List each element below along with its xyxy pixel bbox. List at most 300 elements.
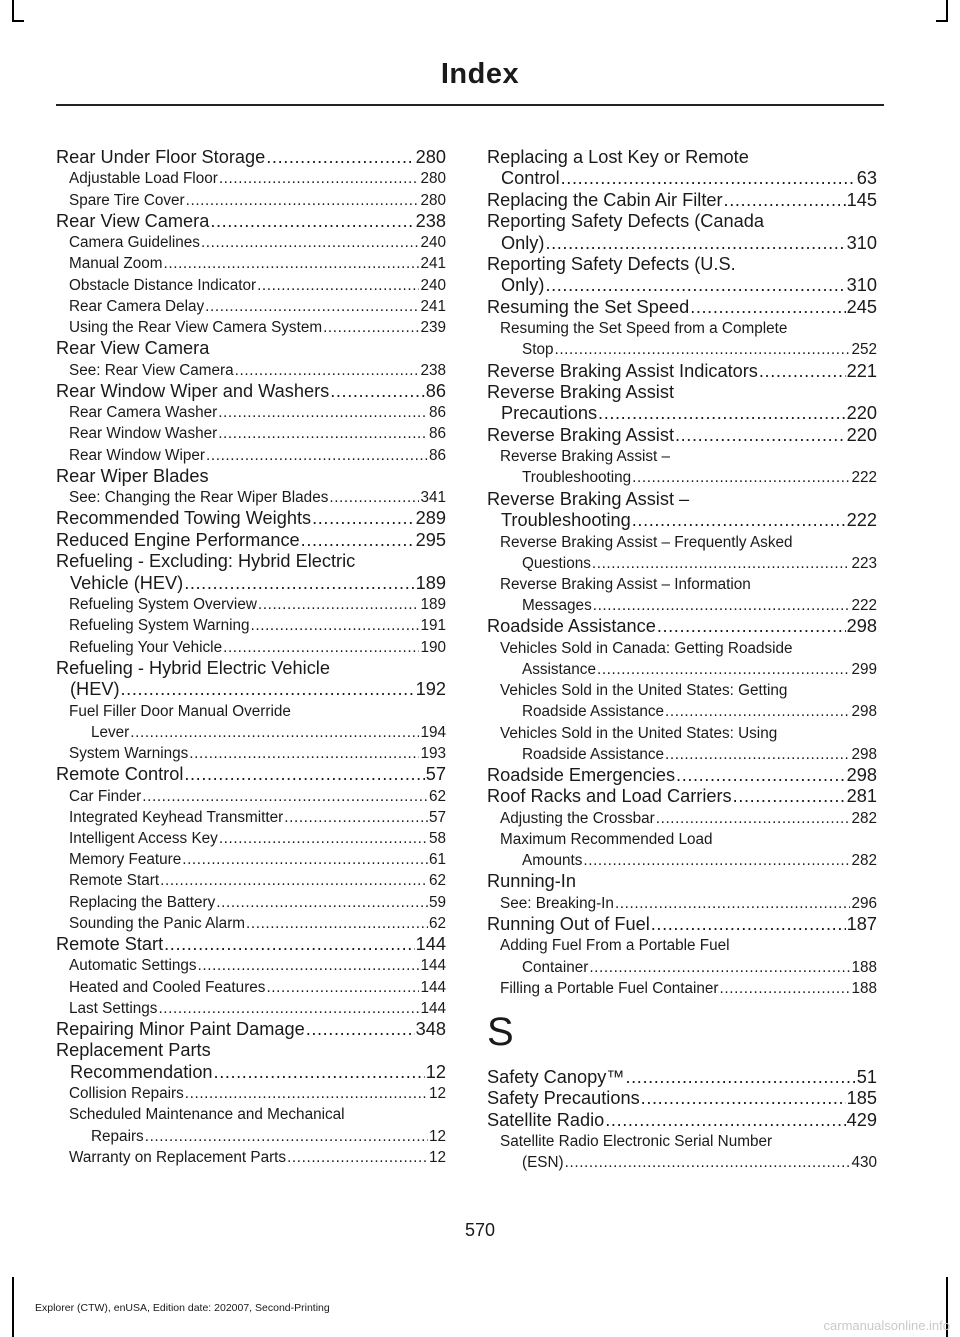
index-line [56, 211, 446, 232]
entry-text: Obstacle Distance Indicator [69, 276, 257, 294]
page-ref: 57 [428, 808, 446, 826]
index-subentry [56, 1147, 446, 1168]
index-line [69, 594, 446, 615]
index-subentry [56, 849, 446, 870]
entry-continuation [56, 573, 446, 594]
index-line [56, 530, 446, 551]
entry-text: Collision Repairs [69, 1085, 184, 1103]
page-ref: 310 [846, 232, 877, 253]
index-entry [56, 147, 446, 168]
index-line [500, 808, 877, 829]
entry-text: Sounding the Panic Alarm [69, 914, 246, 932]
index-line [69, 977, 446, 998]
page-ref: 57 [425, 764, 446, 785]
index-subentry [56, 913, 446, 934]
page-ref: 280 [420, 170, 446, 188]
index-line [487, 765, 877, 786]
page-ref: 144 [420, 957, 446, 975]
page-ref: 51 [856, 1066, 877, 1087]
index-line [69, 360, 446, 381]
page-ref: 86 [425, 380, 446, 401]
index-line [69, 445, 446, 466]
index-entry [487, 254, 877, 297]
index-subentry [487, 808, 877, 829]
footer-edition-text: Explorer (CTW), enUSA, Edition date: 202007, Second-Printing [35, 1302, 330, 1314]
dot-leader [201, 232, 420, 253]
entry-text: Roadside Emergencies [487, 764, 676, 785]
index-entry [487, 1088, 877, 1109]
index-line [69, 743, 446, 764]
index-line [69, 615, 446, 636]
page-ref: 222 [851, 469, 877, 487]
dot-leader [306, 1019, 415, 1040]
index-line [500, 595, 877, 616]
entry-continuation [69, 722, 446, 743]
index-line [487, 914, 877, 935]
entry-text: Only) [501, 275, 545, 296]
page-ref: 86 [428, 446, 446, 464]
page-ref: 430 [851, 1154, 877, 1172]
index-line [500, 532, 877, 553]
index-line [69, 168, 446, 189]
page-ref: 144 [420, 999, 446, 1017]
index-line [487, 1088, 877, 1109]
index-line [69, 1126, 446, 1147]
index-line [487, 190, 877, 211]
entry-text: Refueling System Warning [69, 617, 250, 635]
page-ref: 281 [846, 786, 877, 807]
index-entry [487, 425, 877, 446]
dot-leader [597, 659, 851, 680]
dot-leader [287, 1147, 428, 1168]
index-line [487, 211, 877, 232]
entry-text: Messages [522, 597, 592, 615]
index-subentry [56, 828, 446, 849]
dot-leader [142, 786, 428, 807]
index-subentry [487, 1131, 877, 1173]
page-ref: 62 [428, 914, 446, 932]
dot-leader [759, 361, 846, 382]
index-line [487, 254, 877, 275]
index-entry [56, 211, 446, 232]
index-entry [56, 551, 446, 594]
dot-leader [690, 297, 845, 318]
index-line [56, 551, 446, 572]
page-ref: 298 [846, 764, 877, 785]
entry-text: Reverse Braking Assist – Information [500, 575, 751, 593]
dot-leader [257, 275, 419, 296]
index-line [487, 297, 877, 318]
index-line [500, 680, 877, 701]
page-ref: 298 [851, 745, 877, 763]
index-line [487, 382, 877, 403]
dot-leader [160, 870, 428, 891]
page-ref: 280 [415, 147, 446, 167]
page-ref: 190 [420, 638, 446, 656]
dot-leader [615, 893, 851, 914]
page-ref: 220 [846, 424, 877, 445]
index-line [56, 381, 446, 402]
index-subentry [487, 318, 877, 360]
index-line [69, 317, 446, 338]
index-line [487, 510, 877, 531]
page-ref: 188 [851, 958, 877, 976]
index-line [500, 574, 877, 595]
index-line [500, 829, 877, 850]
dot-leader [657, 616, 846, 637]
page-ref: 299 [851, 660, 877, 678]
entry-text: Amounts [522, 852, 583, 870]
index-subentry [56, 317, 446, 338]
index-subentry [487, 446, 877, 488]
entry-text: Vehicle (HEV) [70, 572, 184, 593]
index-subentry [56, 786, 446, 807]
index-subentry [487, 532, 877, 574]
index-entry [56, 530, 446, 551]
index-subentry [56, 594, 446, 615]
entry-text: Rear Camera Washer [69, 404, 218, 422]
entry-text: Warranty on Replacement Parts [69, 1148, 287, 1166]
entry-continuation [487, 168, 877, 189]
dot-leader [626, 1067, 856, 1088]
dot-leader [561, 168, 856, 189]
index-subentry [56, 445, 446, 466]
index-line [69, 722, 446, 743]
entry-text: Using the Rear View Camera System [69, 319, 323, 337]
index-line [69, 402, 446, 423]
index-line [69, 998, 446, 1019]
index-line [500, 553, 877, 574]
index-subentry [56, 423, 446, 444]
page-ref: 194 [420, 723, 446, 741]
index-line [56, 1040, 446, 1061]
page-ref: 189 [420, 596, 446, 614]
dot-leader [266, 147, 414, 168]
index-entry [487, 871, 877, 892]
page-ref: 295 [415, 529, 446, 550]
index-entry [56, 508, 446, 529]
entry-text: Heated and Cooled Features [69, 978, 266, 996]
index-line [69, 275, 446, 296]
entry-text: Assistance [522, 660, 596, 678]
page-ref: 241 [420, 297, 446, 315]
dot-leader [164, 934, 414, 955]
dot-leader [205, 296, 419, 317]
page-ref: 241 [420, 255, 446, 273]
entry-text: Reverse Braking Assist [487, 382, 674, 403]
index-line [69, 870, 446, 891]
dot-leader [223, 637, 419, 658]
entry-text: Filling a Portable Fuel Container [500, 979, 719, 997]
page-ref: 289 [415, 508, 446, 529]
entry-text: Rear Window Wiper and Washers [56, 380, 330, 401]
index-entry [56, 1019, 446, 1040]
dot-leader [675, 425, 846, 446]
index-line [56, 934, 446, 955]
index-line [69, 487, 446, 508]
page-ref: 220 [846, 403, 877, 424]
entry-text: Rear Window Washer [69, 425, 218, 443]
index-entry [487, 765, 877, 786]
dot-leader [121, 679, 415, 700]
index-line [69, 786, 446, 807]
index-subentry [56, 637, 446, 658]
dot-leader [284, 807, 428, 828]
index-line [56, 466, 446, 487]
entry-text: Reverse Braking Assist Indicators [487, 360, 758, 381]
page-ref: 12 [428, 1127, 446, 1145]
page-ref: 222 [846, 510, 877, 531]
dot-leader [676, 765, 846, 786]
index-line [487, 1110, 877, 1131]
index-subentry [56, 275, 446, 296]
index-line [500, 467, 877, 488]
entry-continuation [500, 595, 877, 616]
page-ref: 252 [851, 341, 877, 359]
entry-text: Running-In [487, 871, 576, 892]
dot-leader [235, 360, 420, 381]
index-line [500, 957, 877, 978]
entry-text: Repairing Minor Paint Damage [56, 1018, 305, 1039]
dot-leader [186, 190, 420, 211]
index-subentry [56, 892, 446, 913]
entry-text: Refueling - Excluding: Hybrid Electric [56, 551, 356, 572]
dot-leader [312, 508, 415, 529]
entry-text: Only) [501, 232, 545, 253]
index-line [69, 253, 446, 274]
dot-leader [733, 786, 846, 807]
entry-text: Satellite Radio [487, 1109, 605, 1130]
index-entry [56, 338, 446, 359]
entry-text: (ESN) [522, 1154, 564, 1172]
index-line [69, 1083, 446, 1104]
index-subentry [487, 829, 877, 871]
dot-leader [665, 701, 850, 722]
dot-leader [651, 914, 846, 935]
index-line [500, 339, 877, 360]
index-entry [487, 1067, 877, 1088]
entry-text: Last Settings [69, 999, 158, 1017]
section-letter: S [487, 1009, 514, 1054]
entry-text: Troubleshooting [522, 469, 632, 487]
page-ref: 282 [851, 809, 877, 827]
index-entry [487, 190, 877, 211]
index-line [69, 701, 446, 722]
index-entry [487, 297, 877, 318]
dot-leader [329, 487, 419, 508]
page-ref: 240 [420, 276, 446, 294]
entry-continuation [500, 659, 877, 680]
entry-text: Adding Fuel From a Portable Fuel [500, 937, 730, 955]
dot-leader [246, 913, 428, 934]
index-subentry [56, 615, 446, 636]
entry-text: See: Breaking-In [500, 894, 614, 912]
index-line [69, 190, 446, 211]
index-subentry [56, 977, 446, 998]
index-line [56, 508, 446, 529]
dot-leader [656, 808, 851, 829]
index-line [500, 1152, 877, 1173]
index-subentry [56, 296, 446, 317]
entry-text: Remote Start [69, 872, 160, 890]
dot-leader [545, 233, 845, 254]
index-line [56, 1019, 446, 1040]
index-line [56, 573, 446, 594]
index-line [56, 338, 446, 359]
entry-text: Replacing the Cabin Air Filter [487, 189, 723, 210]
entry-text: Vehicles Sold in the United States: Getting [500, 682, 788, 700]
index-entry [487, 211, 877, 254]
entry-text: Replacement Parts [56, 1040, 211, 1061]
entry-text: Refueling System Overview [69, 596, 257, 614]
dot-leader [145, 1126, 428, 1147]
page-ref: 240 [420, 234, 446, 252]
entry-text: Stop [522, 341, 554, 359]
index-line [487, 1067, 877, 1088]
dot-leader [632, 467, 850, 488]
index-line [487, 489, 877, 510]
index-line [56, 147, 446, 168]
page-ref: 298 [851, 703, 877, 721]
entry-text: Roadside Assistance [487, 616, 656, 637]
index-subentry [487, 574, 877, 616]
entry-text: Precautions [501, 403, 598, 424]
page-ref: 12 [428, 1085, 446, 1103]
index-line [487, 871, 877, 892]
dot-leader [266, 977, 419, 998]
entry-text: Rear Under Floor Storage [56, 147, 266, 167]
page-ref: 61 [428, 851, 446, 869]
entry-continuation [500, 339, 877, 360]
entry-continuation [500, 850, 877, 871]
entry-text: Troubleshooting [501, 510, 631, 531]
entry-continuation [56, 679, 446, 700]
entry-text: Roof Racks and Load Carriers [487, 786, 732, 807]
index-entry [487, 616, 877, 637]
index-subentry [56, 807, 446, 828]
entry-text: Camera Guidelines [69, 234, 200, 252]
entry-text: Reverse Braking Assist – [500, 448, 671, 466]
entry-text: Adjustable Load Floor [69, 170, 218, 188]
index-line [56, 764, 446, 785]
entry-text: Replacing the Battery [69, 893, 216, 911]
index-entry [487, 1110, 877, 1131]
index-subentry [56, 1083, 446, 1104]
index-subentry [56, 168, 446, 189]
dot-leader [258, 594, 420, 615]
page-ref: 59 [428, 893, 446, 911]
dot-leader [219, 168, 420, 189]
index-subentry [56, 232, 446, 253]
index-subentry [56, 1104, 446, 1146]
dot-leader [218, 402, 428, 423]
index-line [487, 233, 877, 254]
entry-continuation [500, 553, 877, 574]
index-line [69, 828, 446, 849]
entry-text: Refueling Your Vehicle [69, 638, 223, 656]
entry-text: Control [501, 168, 560, 189]
dot-leader [182, 849, 428, 870]
index-entry [487, 147, 877, 190]
index-line [500, 659, 877, 680]
index-line [500, 850, 877, 871]
index-line [500, 744, 877, 765]
crop-mark [936, 20, 948, 22]
index-subentry [487, 935, 877, 977]
index-line [500, 978, 877, 999]
index-column-left [56, 147, 446, 1168]
entry-text: Refueling - Hybrid Electric Vehicle [56, 657, 330, 678]
page-ref: 145 [846, 189, 877, 210]
entry-text: Maximum Recommended Load [500, 830, 713, 848]
entry-text: Resuming the Set Speed from a Complete [500, 320, 788, 338]
dot-leader [184, 764, 424, 785]
entry-text: See: Rear View Camera [69, 361, 234, 379]
entry-continuation [69, 1126, 446, 1147]
dot-leader [593, 595, 851, 616]
crop-mark [12, 0, 14, 20]
entry-text: Reverse Braking Assist [487, 424, 674, 445]
entry-continuation [487, 233, 877, 254]
page-ref: 238 [420, 361, 446, 379]
page-ref: 62 [428, 872, 446, 890]
index-entry [56, 934, 446, 955]
dot-leader [158, 998, 419, 1019]
index-entry [487, 361, 877, 382]
page-ref: 187 [846, 913, 877, 934]
entry-text: Integrated Keyhead Transmitter [69, 808, 284, 826]
dot-leader [219, 828, 428, 849]
entry-text: Remote Start [56, 933, 164, 954]
crop-mark [946, 0, 948, 20]
index-line [69, 1147, 446, 1168]
dot-leader [641, 1088, 846, 1109]
dot-leader [598, 403, 846, 424]
watermark: carmanualsonline.info [823, 1318, 950, 1333]
page-ref: 298 [846, 616, 877, 637]
dot-leader [251, 615, 420, 636]
index-subentry [56, 870, 446, 891]
page-ref: 188 [851, 979, 877, 997]
entry-text: Safety Canopy™ [487, 1066, 625, 1087]
dot-leader [323, 317, 419, 338]
dot-leader [592, 553, 851, 574]
entry-text: Lever [91, 723, 130, 741]
page-ref: 245 [846, 296, 877, 317]
page-ref: 144 [415, 933, 446, 954]
entry-continuation [500, 957, 877, 978]
page-ref: 310 [846, 275, 877, 296]
entry-text: Adjusting the Crossbar [500, 809, 655, 827]
index-subentry [56, 487, 446, 508]
page-ref: 144 [420, 978, 446, 996]
dot-leader [214, 1062, 425, 1083]
page-number: 570 [464, 1220, 496, 1240]
entry-continuation [500, 701, 877, 722]
index-line [487, 168, 877, 189]
dot-leader [545, 275, 845, 296]
entry-text: Satellite Radio Electronic Serial Number [500, 1133, 773, 1151]
dot-leader [720, 978, 851, 999]
dot-leader [184, 573, 414, 594]
entry-text: Repairs [91, 1127, 144, 1145]
dot-leader [301, 530, 415, 551]
index-subentry [487, 978, 877, 999]
page-ref: 221 [846, 360, 877, 381]
index-line [56, 679, 446, 700]
index-line [487, 616, 877, 637]
page-ref: 223 [851, 554, 877, 572]
